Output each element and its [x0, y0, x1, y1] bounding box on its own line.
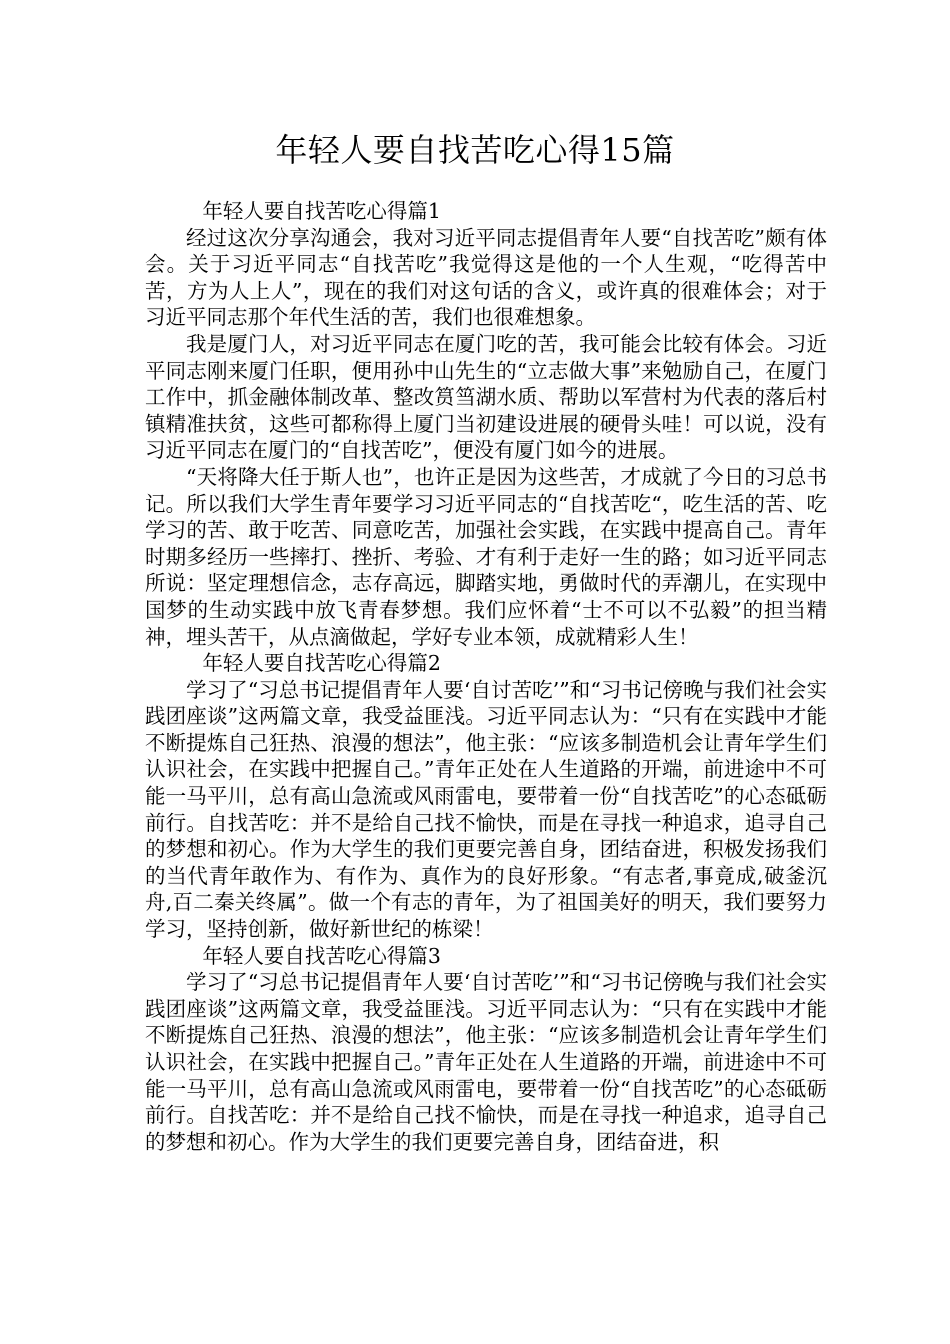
- section-heading-3: 年轻人要自找苦吃心得篇3: [202, 943, 441, 968]
- section-heading-2: 年轻人要自找苦吃心得篇2: [202, 651, 441, 676]
- paragraph: 学习了“习总书记提倡青年人要‘自讨苦吃’”和“习书记傍晚与我们社会实践团座谈”这两篇文章，我受益匪浅。习近平同志认为：“只有在实践中才能不断提炼自己狂热、浪漫的想法”，他主张：“应该多制造机会让青年学生们认识社会，在实践中把握自己。”青年正处在人生道路的开端，前进途中不可能一马平川，总有高山急流或风雨雷电，要带着一份“自找苦吃”的心态砥砺前行。自找苦吃：并不是给自己找不愉快，而是在寻找一种追求，追寻自己的梦想和初心。作为大学生的我们更要完善自身，团结奋进，积: [145, 970, 827, 1154]
- document-title: 年轻人要自找苦吃心得15篇: [275, 131, 675, 169]
- document-body: [145, 198, 827, 1155]
- paragraph: 学习了“习总书记提倡青年人要‘自讨苦吃’”和“习书记傍晚与我们社会实践团座谈”这两篇文章，我受益匪浅。习近平同志认为：“只有在实践中才能不断提炼自己狂热、浪漫的想法”，他主张：“应该多制造机会让青年学生们认识社会，在实践中把握自己。”青年正处在人生道路的开端，前进途中不可能一马平川，总有高山急流或风雨雷电，要带着一份“自找苦吃”的心态砥砺前行。自找苦吃：并不是给自己找不愉快，而是在寻找一种追求，追寻自己的梦想和初心。作为大学生的我们更要完善自身，团结奋进，积极发扬我们的当代青年敢作为、有作为、真作为的良好形象。“有志者,事竟成,破釜沉舟,百二秦关终属”。做一个有志的青年，为了祖国美好的明天，我们要努力学习，坚持创新，做好新世纪的栋梁！: [145, 677, 827, 942]
- paragraph: 我是厦门人，对习近平同志在厦门吃的苦，我可能会比较有体会。习近平同志刚来厦门任职，便用孙中山先生的“立志做大事”来勉励自己，在厦门工作中，抓金融体制改革、整改筼筜湖水质、帮助以军营村为代表的落后村镇精准扶贫，这些可都称得上厦门当初建设进展的硬骨头哇！可以说，没有习近平同志在厦门的“自找苦吃”，便没有厦门如今的进展。: [145, 331, 827, 463]
- paragraph: 经过这次分享沟通会，我对习近平同志提倡青年人要“自找苦吃”颇有体会。关于习近平同志“自找苦吃”我觉得这是他的一个人生观，“吃得苦中苦，方为人上人”，现在的我们对这句话的含义，或许真的很难体会；对于习近平同志那个年代生活的苦，我们也很难想象。: [145, 225, 827, 330]
- paragraph: “天将降大任于斯人也”，也许正是因为这些苦，才成就了今日的习总书记。所以我们大学生青年要学习习近平同志的“自找苦吃“，吃生活的苦、吃学习的苦、敢于吃苦、同意吃苦，加强社会实践，在实践中提高自己。青年时期多经历一些摔打、挫折、考验、才有利于走好一生的路；如习近平同志所说：坚定理想信念，志存高远，脚踏实地，勇做时代的弄潮儿，在实现中国梦的生动实践中放飞青春梦想。我们应怀着“士不可以不弘毅”的担当精神，埋头苦干，从点滴做起，学好专业本领，成就精彩人生！: [145, 464, 827, 649]
- section-heading-1: 年轻人要自找苦吃心得篇1: [202, 199, 441, 223]
